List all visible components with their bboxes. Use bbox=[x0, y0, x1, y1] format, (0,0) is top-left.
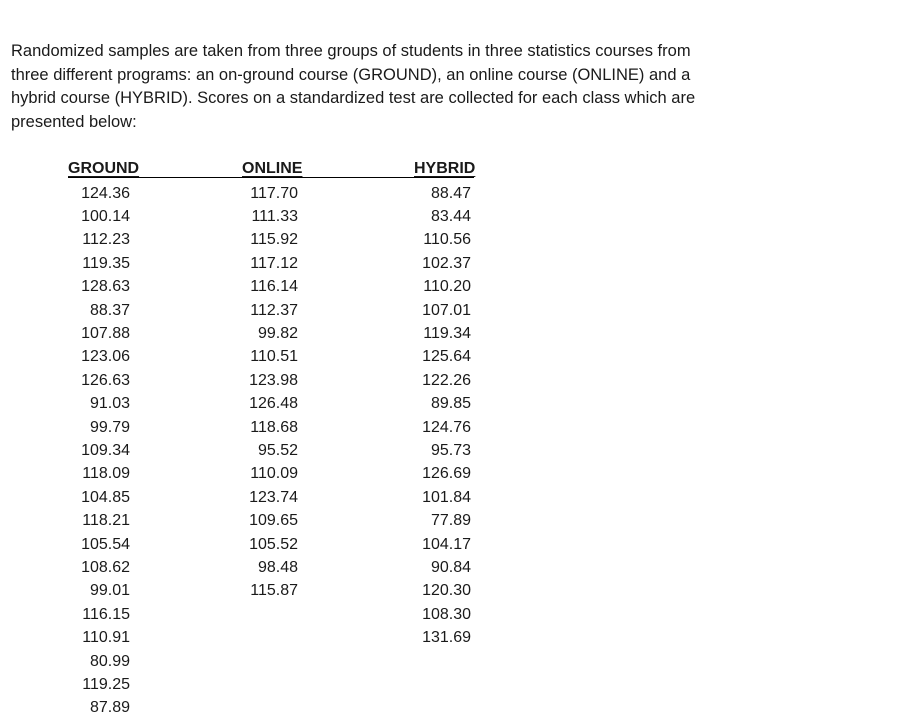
table-cell-hybrid: 90.84 bbox=[430, 558, 471, 576]
table-cell-hybrid: 104.17 bbox=[422, 535, 471, 553]
table-cell-hybrid: 88.47 bbox=[430, 184, 471, 202]
table-cell-ground: 123.06 bbox=[81, 348, 130, 366]
table-cell-online: 123.98 bbox=[249, 371, 298, 389]
table-cell-hybrid: 89.85 bbox=[430, 395, 471, 413]
table-cell-hybrid: 122.26 bbox=[422, 371, 471, 389]
table-cell-online: 112.37 bbox=[250, 301, 298, 319]
table-cell-ground: 118.09 bbox=[82, 465, 130, 483]
table-cell-online: 115.92 bbox=[250, 231, 298, 249]
table-cell-ground: 108.62 bbox=[81, 558, 130, 576]
table-cell-hybrid: 83.44 bbox=[430, 207, 471, 225]
table-cell-ground: 104.85 bbox=[81, 488, 130, 506]
table-cell-ground: 80.99 bbox=[89, 652, 130, 670]
table-cell-online: 95.52 bbox=[257, 441, 298, 459]
table-cell-ground: 119.35 bbox=[82, 254, 130, 272]
table-cell-ground: 126.63 bbox=[81, 371, 130, 389]
table-cell-hybrid: 125.64 bbox=[422, 348, 471, 366]
intro-line: three different programs: an on-ground course (GROUND), an online course (ONLINE) and a bbox=[11, 65, 691, 84]
table-cell-hybrid: 110.20 bbox=[423, 278, 471, 296]
table-cell-hybrid: 110.56 bbox=[423, 231, 471, 249]
table-cell-ground: 110.91 bbox=[82, 629, 130, 647]
table-cell-hybrid: 102.37 bbox=[422, 254, 471, 272]
intro-line: Randomized samples are taken from three groups of students in three statistics courses from bbox=[11, 42, 691, 60]
table-cell-ground: 87.89 bbox=[89, 699, 130, 717]
column-header-ground: GROUND bbox=[68, 160, 140, 177]
table-cell-online: 115.87 bbox=[250, 582, 298, 600]
table-cell-ground: 124.36 bbox=[81, 184, 130, 202]
table-cell-ground: 119.25 bbox=[82, 675, 130, 693]
table-cell-hybrid: 126.69 bbox=[422, 465, 471, 483]
table-cell-hybrid: 119.34 bbox=[423, 324, 471, 342]
table-cell-ground: 116.15 bbox=[82, 605, 130, 623]
table-cell-ground: 112.23 bbox=[82, 231, 130, 249]
table-cell-online: 99.82 bbox=[257, 324, 298, 342]
column-header-online: ONLINE bbox=[242, 160, 303, 177]
table-cell-hybrid: 101.84 bbox=[422, 488, 471, 506]
table-cell-online: 126.48 bbox=[249, 395, 298, 413]
table-cell-online: 118.68 bbox=[250, 418, 298, 436]
table-cell-online: 109.65 bbox=[249, 512, 298, 530]
table-cell-online: 116.14 bbox=[250, 278, 298, 296]
table-cell-ground: 88.37 bbox=[89, 301, 130, 319]
table-cell-online: 110.51 bbox=[250, 348, 298, 366]
table-cell-hybrid: 77.89 bbox=[430, 512, 471, 530]
table-cell-ground: 128.63 bbox=[81, 278, 130, 296]
table-cell-ground: 105.54 bbox=[81, 535, 130, 553]
table-cell-hybrid: 108.30 bbox=[422, 605, 471, 623]
table-cell-online: 117.70 bbox=[250, 184, 298, 202]
scores-table bbox=[0, 158, 904, 718]
table-cell-ground: 118.21 bbox=[82, 512, 130, 530]
table-cell-hybrid: 107.01 bbox=[422, 301, 471, 319]
table-cell-online: 98.48 bbox=[257, 558, 298, 576]
table-cell-hybrid: 131.69 bbox=[422, 629, 471, 647]
table-cell-ground: 99.79 bbox=[89, 418, 130, 436]
table-cell-hybrid: 95.73 bbox=[430, 441, 471, 459]
table-cell-hybrid: 120.30 bbox=[422, 582, 471, 600]
table-cell-online: 110.09 bbox=[250, 465, 298, 483]
table-cell-hybrid: 124.76 bbox=[422, 418, 471, 436]
table-cell-ground: 100.14 bbox=[81, 207, 130, 225]
table-cell-ground: 109.34 bbox=[81, 441, 130, 459]
table-cell-ground: 107.88 bbox=[81, 324, 130, 342]
table-cell-ground: 91.03 bbox=[89, 395, 130, 413]
intro-line: hybrid course (HYBRID). Scores on a standardized test are collected for each class which are bbox=[11, 89, 696, 107]
table-cell-online: 105.52 bbox=[249, 535, 298, 553]
table-cell-ground: 99.01 bbox=[89, 582, 130, 600]
table-cell-online: 123.74 bbox=[249, 488, 298, 506]
intro-line: presented below: bbox=[11, 112, 137, 131]
table-cell-online: 111.33 bbox=[251, 207, 298, 225]
column-header-hybrid: HYBRID bbox=[414, 160, 476, 177]
table-cell-online: 117.12 bbox=[250, 254, 298, 272]
intro-paragraph bbox=[11, 40, 751, 134]
